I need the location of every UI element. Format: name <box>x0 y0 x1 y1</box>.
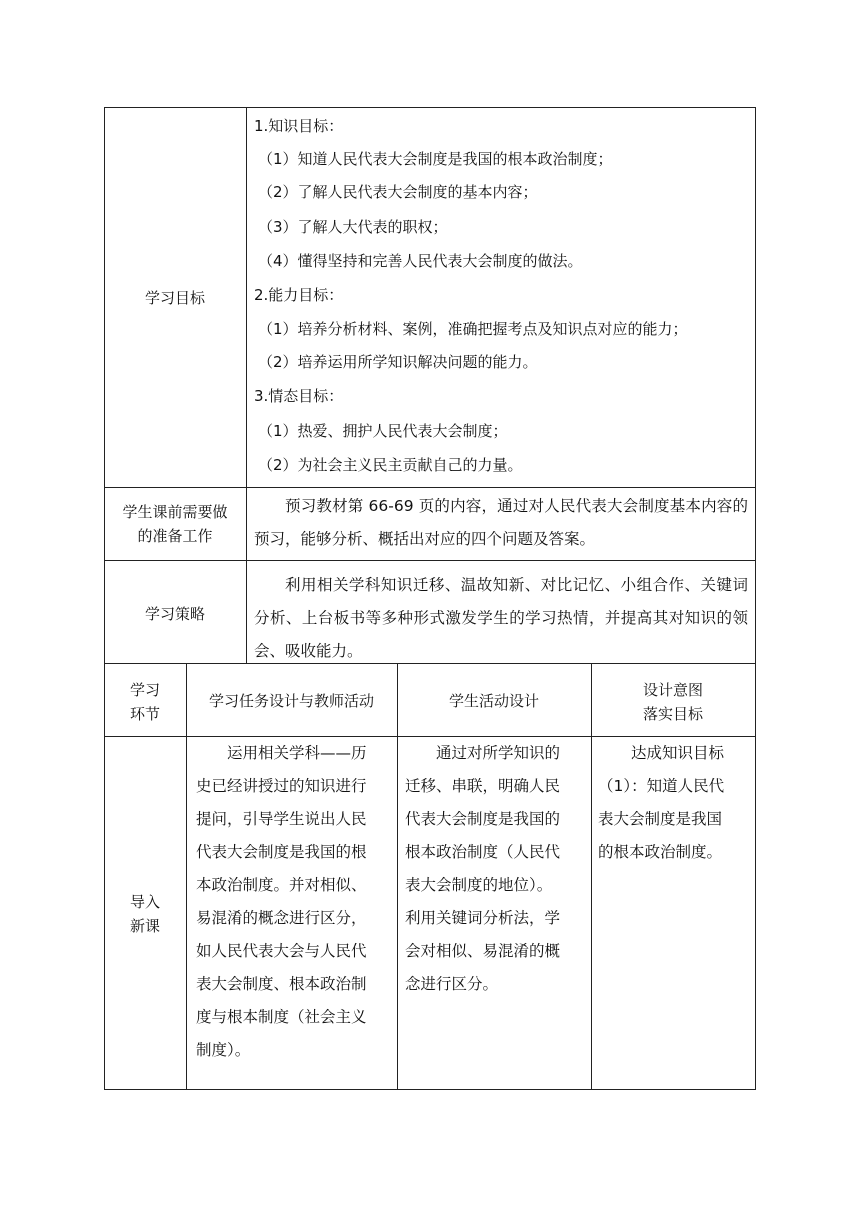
teacher-line: 度与根本制度（社会主义 <box>196 1008 367 1026</box>
objective-line: （3）了解人大代表的职权； <box>258 218 448 236</box>
border-preparation-bottom <box>104 560 756 561</box>
goal-line: 表大会制度是我国 <box>598 810 723 828</box>
teacher-line: 提问，引导学生说出人民 <box>196 810 367 828</box>
objective-line: （2）为社会主义民主贡献自己的力量。 <box>258 456 523 474</box>
intro-teacher-activity <box>196 737 392 1067</box>
objective-line: （2）了解人民代表大会制度的基本内容； <box>258 183 538 201</box>
student-line: 利用关键词分析法，学 <box>405 909 561 927</box>
divider-col2 <box>397 663 398 1090</box>
goal-line: （1）：知道人民代 <box>598 777 725 795</box>
strategy-label: 学习策略 <box>144 605 205 623</box>
divider-col1 <box>186 663 187 1090</box>
intro-stage-label: 导入 新课 <box>129 893 160 935</box>
border-bottom <box>104 1089 756 1090</box>
border-right <box>755 107 756 1090</box>
divider-col3 <box>591 663 592 1090</box>
teacher-line: 表大会制度、根本政治制 <box>196 975 367 993</box>
student-line: 念进行区分。 <box>405 975 499 993</box>
header-student-activity: 学生活动设计 <box>448 692 539 710</box>
teacher-line: 本政治制度。并对相似、 <box>196 876 367 894</box>
objective-line: （1）知道人民代表大会制度是我国的根本政治制度； <box>258 150 613 168</box>
header-teacher-activity: 学习任务设计与教师活动 <box>208 692 374 710</box>
preparation-label-line: 学生课前需要做 <box>122 503 228 521</box>
teacher-line: 易混淆的概念进行区分， <box>196 909 367 927</box>
preparation-text: 预习教材第 66-69 页的内容，通过对人民代表大会制度基本内容的预习，能够分析、概括出对应的四个问题及答案。 <box>254 497 748 548</box>
border-objectives-bottom <box>104 487 756 488</box>
header-stage: 学习 环节 <box>129 681 160 723</box>
teacher-line: 代表大会制度是我国的根 <box>196 843 367 861</box>
student-line: 表大会制度的地位）。 <box>405 876 553 894</box>
divider-upper-label <box>246 107 247 664</box>
preparation-label-line: 的准备工作 <box>137 527 213 545</box>
intro-student-activity <box>405 737 589 1001</box>
goal-line: 达成知识目标 <box>631 744 725 762</box>
objective-line: 1.知识目标： <box>254 117 344 135</box>
student-line: 迁移、串联，明确人民 <box>405 777 561 795</box>
teacher-line: 如人民代表大会与人民代 <box>196 942 367 960</box>
teacher-line: 制度）。 <box>196 1041 251 1059</box>
objective-line: 2.能力目标： <box>254 286 344 304</box>
objective-line: 3.情态目标： <box>254 387 344 405</box>
student-line: 根本政治制度（人民代 <box>405 843 561 861</box>
strategy-text: 利用相关学科知识迁移、温故知新、对比记忆、小组合作、关键词分析、上台板书等多种形式激发学生的学习热情，并提高其对知识的领会、吸收能力。 <box>254 576 748 660</box>
objective-line: （1）热爱、拥护人民代表大会制度； <box>258 422 508 440</box>
goal-line: 的根本政治制度。 <box>598 843 723 861</box>
objective-line: （4）懂得坚持和完善人民代表大会制度的做法。 <box>258 252 583 270</box>
border-top <box>104 107 756 108</box>
objective-line: （2）培养运用所学知识解决问题的能力。 <box>258 353 538 371</box>
preparation-label <box>104 500 246 548</box>
student-line: 通过对所学知识的 <box>436 744 561 762</box>
objective-line: （1）培养分析材料、案例，准确把握考点及知识点对应的能力； <box>258 320 688 338</box>
border-left <box>104 107 105 1090</box>
header-design-intent: 设计意图 落实目标 <box>642 681 703 723</box>
student-line: 代表大会制度是我国的 <box>405 810 561 828</box>
teacher-line: 史已经讲授过的知识进行 <box>196 777 367 795</box>
objectives-label: 学习目标 <box>144 289 205 307</box>
intro-design-goal <box>598 737 754 869</box>
student-line: 会对相似、易混淆的概 <box>405 942 561 960</box>
teacher-line: 运用相关学科——历 <box>227 744 367 762</box>
